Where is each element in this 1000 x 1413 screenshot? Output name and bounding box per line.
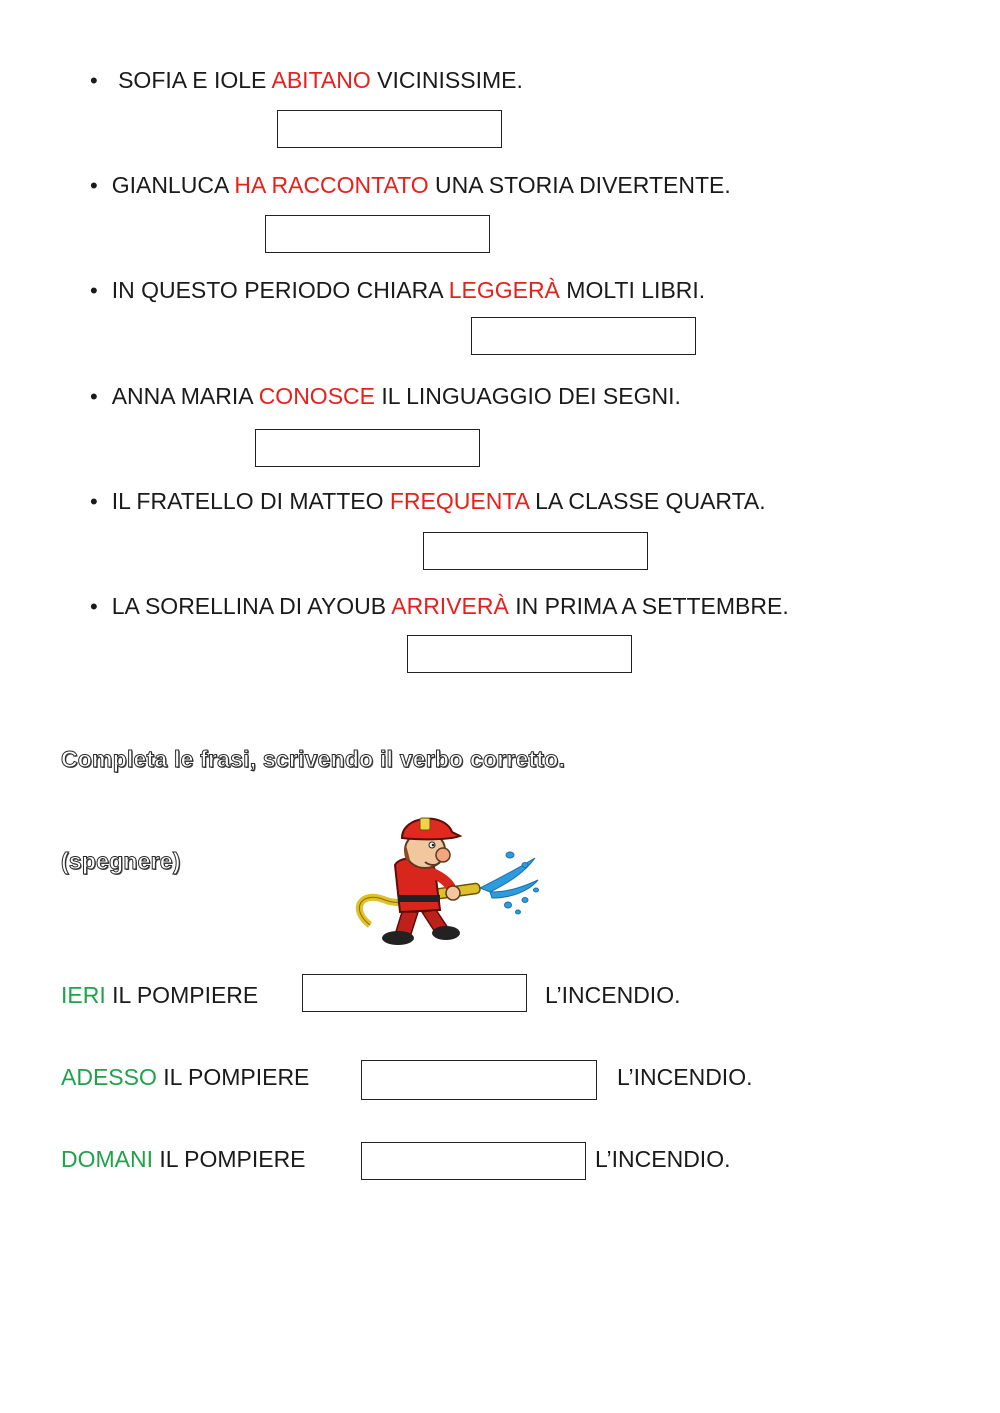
sentence-object: L’INCENDIO. <box>617 1064 753 1090</box>
sentence-subject: IL POMPIERE <box>105 982 259 1008</box>
time-word: ADESSO <box>61 1064 157 1090</box>
answer-input[interactable] <box>361 1060 597 1100</box>
sentence-start: LA SORELLINA DI AYOUB <box>111 593 392 619</box>
sentence-subject: IL POMPIERE <box>153 1146 306 1172</box>
sentence-end: MOLTI LIBRI. <box>559 277 706 303</box>
sentence-start: ANNA MARIA <box>111 383 259 409</box>
answer-input[interactable] <box>302 974 527 1012</box>
sentence-end: UNA STORIA DIVERTENTE. <box>428 172 731 198</box>
sentence-object: L’INCENDIO. <box>545 982 681 1008</box>
time-word: IERI <box>61 982 106 1008</box>
sentence-subject: IL POMPIERE <box>156 1064 310 1090</box>
infinitive-hint: (spegnere) <box>61 848 181 874</box>
highlighted-verb: HA RACCONTATO <box>234 172 429 198</box>
sentence-end: IL LINGUAGGIO DEI SEGNI. <box>374 383 681 409</box>
sentence-start: IN QUESTO PERIODO CHIARA <box>111 277 449 303</box>
answer-input[interactable] <box>277 110 502 148</box>
bullet-icon: • <box>90 68 98 93</box>
sentence-start: IL FRATELLO DI MATTEO <box>111 488 390 514</box>
bullet-icon: • <box>90 278 98 303</box>
bullet-icon: • <box>90 489 98 514</box>
firefighter-illustration <box>340 800 550 955</box>
list-item <box>90 276 705 305</box>
sentence-end: LA CLASSE QUARTA. <box>528 488 766 514</box>
list-item <box>90 382 681 411</box>
bullet-icon: • <box>90 384 98 409</box>
highlighted-verb: FREQUENTA <box>389 488 529 514</box>
highlighted-verb: ABITANO <box>271 67 371 93</box>
answer-input[interactable] <box>407 635 632 673</box>
list-item <box>90 592 789 621</box>
list-item <box>90 487 766 516</box>
list-item <box>90 66 523 95</box>
sentence-end: VICINISSIME. <box>370 67 523 93</box>
answer-input[interactable] <box>423 532 648 570</box>
sentence-start: GIANLUCA <box>111 172 235 198</box>
highlighted-verb: ARRIVERÀ <box>391 593 509 619</box>
water-spray-icon <box>480 852 539 914</box>
answer-input[interactable] <box>255 429 480 467</box>
bullet-icon: • <box>90 173 98 198</box>
sentence-row <box>61 981 258 1009</box>
answer-input[interactable] <box>361 1142 586 1180</box>
instruction-heading: Completa le frasi, scrivendo il verbo corretto. <box>61 746 566 772</box>
highlighted-verb: CONOSCE <box>258 383 375 409</box>
sentence-object: L’INCENDIO. <box>595 1146 731 1172</box>
sentence-row <box>61 1145 306 1173</box>
bullet-icon: • <box>90 594 98 619</box>
answer-input[interactable] <box>265 215 490 253</box>
sentence-end: IN PRIMA A SETTEMBRE. <box>508 593 789 619</box>
sentence-start: SOFIA E IOLE <box>111 67 272 93</box>
list-item <box>90 171 731 200</box>
sentence-row <box>61 1063 309 1091</box>
time-word: DOMANI <box>61 1146 153 1172</box>
answer-input[interactable] <box>471 317 696 355</box>
highlighted-verb: LEGGERÀ <box>448 277 560 303</box>
